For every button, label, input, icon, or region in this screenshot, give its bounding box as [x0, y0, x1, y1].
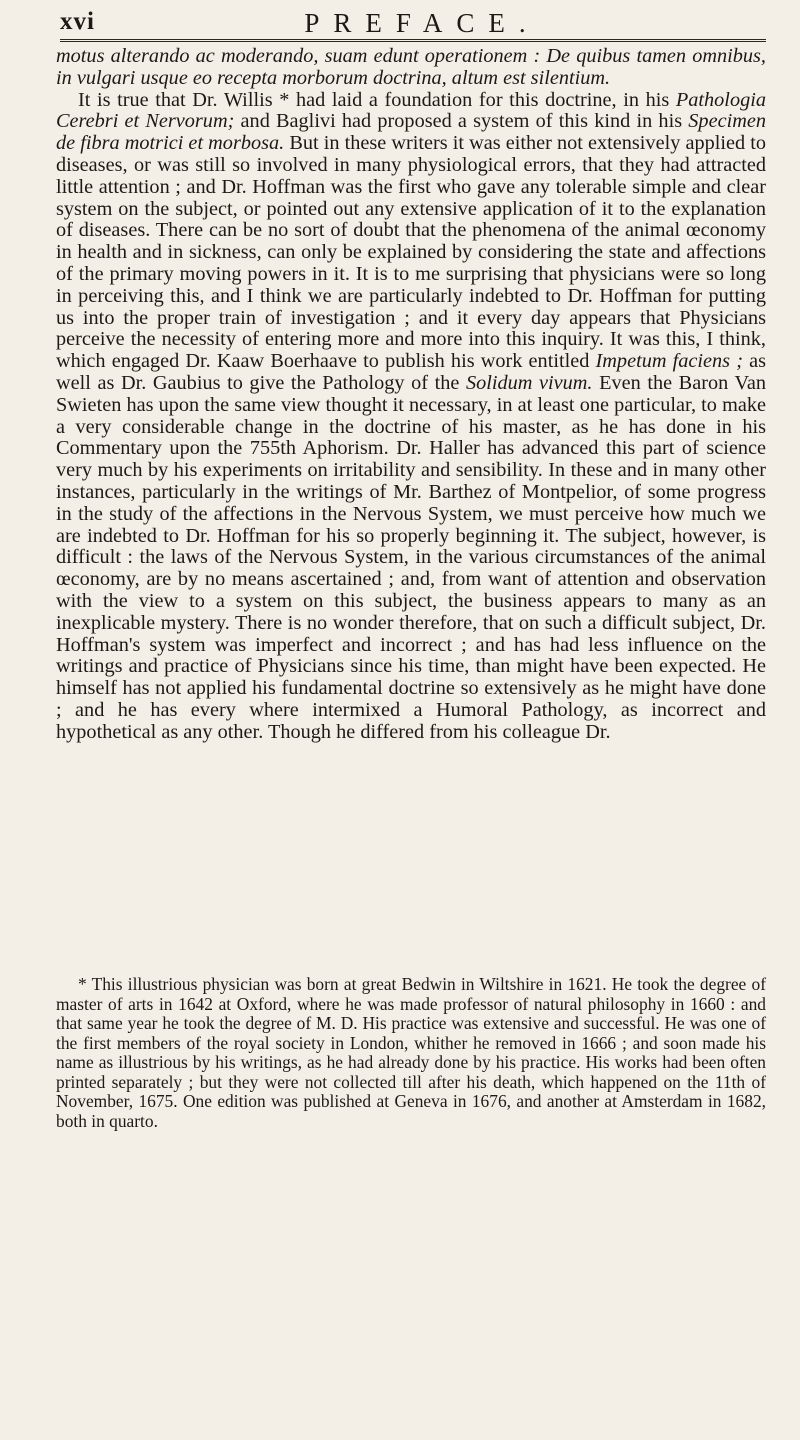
- italic-text-run: Specimen de fibra motrici et morbosa.: [56, 110, 766, 155]
- text-run: and Baglivi had proposed a system of this kind in his: [234, 110, 689, 133]
- paragraph-continuation: [56, 46, 766, 90]
- running-title: PREFACE.: [304, 8, 540, 38]
- italic-text-run: Pathologia Cerebri et Nervorum;: [56, 88, 766, 133]
- header-rule: [60, 39, 766, 42]
- text-run: But in these writers it was either not extensively applied to diseases, or was still so involved in many physiological errors, that they had attracted little attention ; and Dr. Hoffman was the first who gave any tolerable simple and clear system on the subject, or pointed out any extensive application of it to the explanation of diseases. There can be no sort of doubt that the phenomena of the animal œconomy in health and in sickness, can only be explained by considering the state and affections of the primary moving powers in it. It is to me surprising that physicians were so long in perceiving this, and I think we are particularly indebted to Dr. Hoffman for putting us into the proper train of investigation ; and it every day appears that Physicians perceive the necessity of entering more and more into this inquiry. It was this, I think, which engaged Dr. Kaaw Boerhaave to publish his work entitled: [56, 132, 766, 373]
- page-header: [60, 8, 770, 38]
- paragraph-willis: [56, 90, 766, 744]
- italic-text-run: Solidum vivum.: [465, 371, 593, 394]
- italic-text-run: motus alterando ac moderando, suam edunt operationem : De quibus tamen omnibus, in vulgari usque eo recepta morborum doctrina, altum est silentium.: [56, 45, 766, 89]
- italic-text-run: Impetum faciens ;: [595, 350, 743, 373]
- text-run: as well as Dr. Gaubius to give the Pathology of the: [56, 350, 766, 394]
- page-number: xvi: [60, 8, 95, 35]
- footnote-willis: * This illustrious physician was born at great Bedwin in Wiltshire in 1621. He took the degree of master of arts in 1642 at Oxford, where he was made professor of natural philosophy in 1660 : and that same year he took the degree of M. D. His practice was extensive and successful. He was one of the first members of the royal society in London, whither he removed in 1666 ; and soon made his name as illustrious by his writings, as he had already done by his practice. His works had been often printed separately ; but they were not collected till after his death, which happened on the 11th of November, 1675. One edition was published at Geneva in 1676, and another at Amsterdam in 1682, both in quarto.: [56, 974, 766, 1131]
- text-run: It is true that Dr. Willis * had laid a foundation for this doctrine, in his: [78, 88, 676, 111]
- body-text: [56, 46, 766, 744]
- text-run: Even the Baron Van Swieten has upon the same view thought it necessary, in at least one particular, to make a very considerable change in the doctrine of his master, as he has done in his Commentary upon the 755th Aphorism. Dr. Haller has advanced this part of science very much by his experiments on irritability and sensibility. In these and in many other instances, particularly in the writings of Mr. Barthez of Montpelior, of some progress in the study of the affections in the Nervous System, we must perceive how much we are indebted to Dr. Hoffman for his so properly beginning it. The subject, however, is difficult : the laws of the Nervous System, in the various circumstances of the animal œconomy, are by no means ascertained ; and, from want of attention and observation with the view to a system on this subject, the business appears to many as an inexplicable mystery. There is no wonder therefore, that on such a difficult subject, Dr. Hoffman's system was imperfect and incorrect ; and has had less influence on the writings and practice of Physicians since his time, than might have been expected. He himself has not applied his fundamental doctrine so extensively as he might have done ; and he has every where intermixed a Humoral Pathology, as incorrect and hypothetical as any other. Though he differed from his colleague Dr.: [56, 371, 766, 743]
